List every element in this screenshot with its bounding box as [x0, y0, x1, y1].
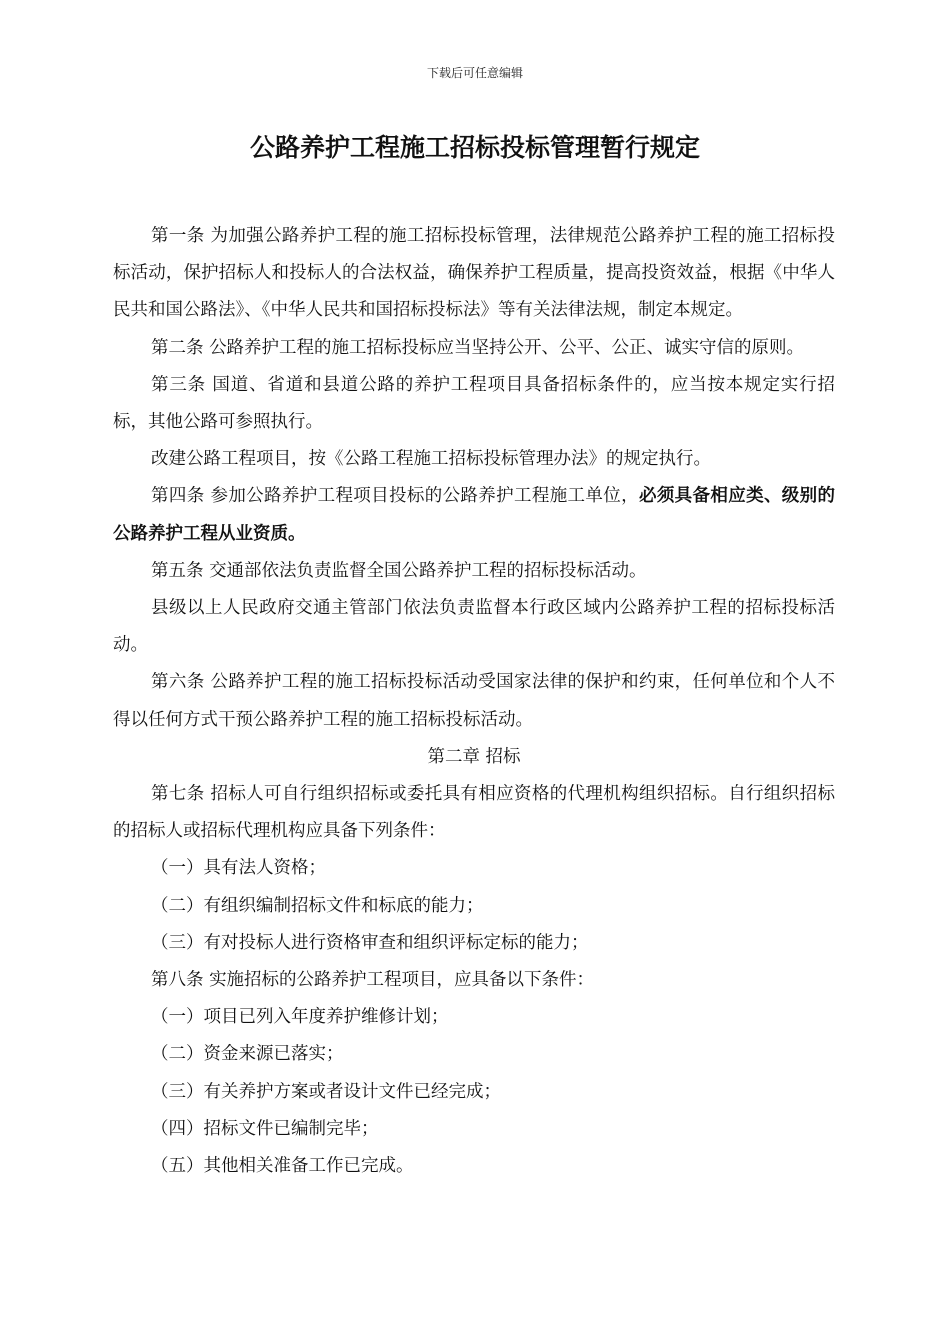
document-title: 公路养护工程施工招标投标管理暂行规定: [249, 133, 700, 162]
chapter-heading: 第二章 招标: [427, 746, 521, 767]
article-3-supplement: 改建公路工程项目，按《公路工程施工招标投标管理办法》的规定执行。: [151, 449, 711, 470]
list-item: （一）具有法人资格；: [151, 858, 326, 879]
list-item: （二）有组织编制招标文件和标底的能力；: [151, 895, 484, 916]
list-item: （三）有关养护方案或者设计文件已经完成；: [151, 1081, 501, 1102]
article-4-text: 第四条 参加公路养护工程项目投标的公路养护工程施工单位，: [151, 486, 639, 507]
header-note: 下载后可任意编辑: [426, 66, 523, 80]
list-item: （一）项目已列入年度养护维修计划；: [151, 1007, 449, 1028]
document-body: [113, 218, 835, 1185]
list-item: （二）资金来源已落实；: [151, 1044, 344, 1065]
article-4: [113, 478, 835, 552]
article-2: 第二条 公路养护工程的施工招标投标应当坚持公开、公平、公正、诚实守信的原则。: [151, 337, 805, 358]
list-item: （五）其他相关准备工作已完成。: [151, 1156, 414, 1177]
article-4-emphasis: 必须具备相应类、级别的公路养护工程从业资质。: [113, 486, 836, 544]
article-1: 第一条 为加强公路养护工程的施工招标投标管理，法律规范公路养护工程的施工招标投标活动，保护招标人和投标人的合法权益，确保养护工程质量，提高投资效益，根据《中华人民共和国公路法》、《中华人民共和国招标投标法》等有关法律法规，制定本规定。: [113, 226, 835, 321]
article-3: 第三条 国道、省道和县道公路的养护工程项目具备招标条件的，应当按本规定实行招标，其他公路可参照执行。: [113, 374, 835, 433]
article-5-supplement: 县级以上人民政府交通主管部门依法负责监督本行政区域内公路养护工程的招标投标活动。: [113, 598, 835, 656]
article-8: 第八条 实施招标的公路养护工程项目，应具备以下条件：: [151, 970, 595, 991]
article-5: 第五条 交通部依法负责监督全国公路养护工程的招标投标活动。: [151, 560, 647, 581]
article-6: 第六条 公路养护工程的施工招标投标活动受国家法律的保护和约束，任何单位和个人不得以任何方式干预公路养护工程的施工招标投标活动。: [113, 672, 835, 730]
list-item: （四）招标文件已编制完毕；: [151, 1118, 379, 1139]
article-7: 第七条 招标人可自行组织招标或委托具有相应资格的代理机构组织招标。自行组织招标的招标人或招标代理机构应具备下列条件：: [113, 784, 835, 842]
list-item: （三）有对投标人进行资格审查和组织评标定标的能力；: [151, 932, 589, 953]
